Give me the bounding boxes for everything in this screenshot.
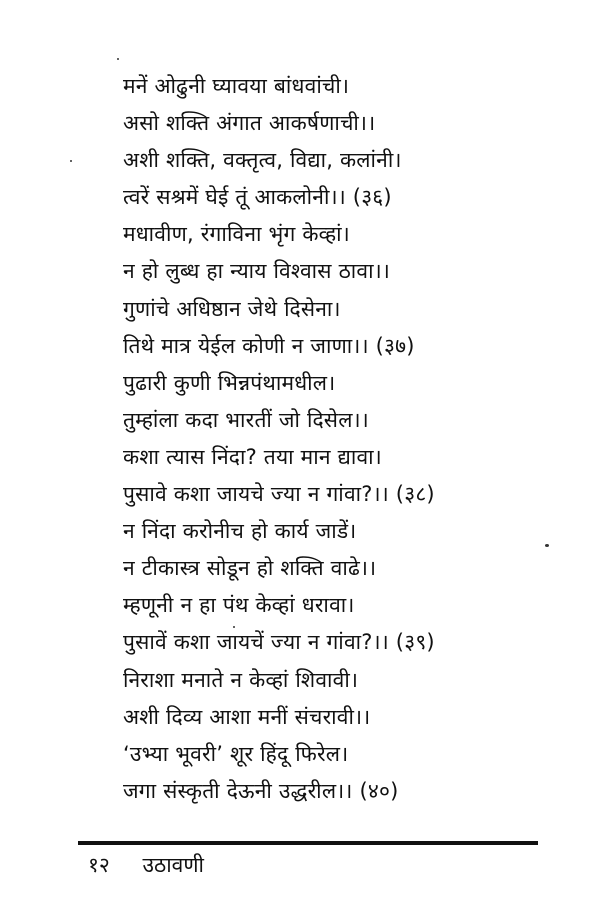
verse-line-20: जगा संस्कृती देऊनी उद्धरील।। (४०): [123, 778, 399, 803]
verse-line-6: न हो लुब्ध हा न्याय विश्वास ठावा।।: [123, 259, 391, 284]
verse-line-13: न निंदा करोनीच हो कार्य जाडें।: [123, 519, 357, 544]
verse-line-11: कशा त्यास निंदा? तया मान द्यावा।: [123, 444, 382, 469]
book-title: उठावणी: [142, 853, 204, 877]
verse-line-8: तिथे मात्र येईल कोणी न जाणा।। (३७): [123, 333, 415, 358]
verse-line-2: असो शक्ति अंगात आकर्षणाची।।: [123, 111, 376, 136]
scan-speck: [117, 58, 119, 60]
verse-line-10: तुम्हांला कदा भारतीं जो दिसेल।।: [123, 407, 369, 432]
verse-line-14: न टीकास्त्र सोडून हो शक्ति वाढे।।: [123, 556, 377, 581]
verse-line-12: पुसावे कशा जायचे ज्या न गांवा?।। (३८): [123, 482, 435, 507]
scan-speck: [545, 544, 549, 547]
verse-line-17: निराशा मनाते न केव्हां शिवावी।: [123, 667, 359, 692]
verse-line-5: मधावीण, रंगाविना भृंग केव्हां।: [123, 222, 350, 247]
verse-line-4: त्वरें सश्रमें घेई तूं आकलोनी।। (३६): [123, 185, 392, 210]
verse-line-18: अशी दिव्य आशा मनीं संचरावी।।: [123, 704, 371, 729]
verse-line-1: मनें ओढुनी घ्यावया बांधवांची।: [123, 74, 350, 98]
page-number: १२: [88, 853, 110, 877]
scan-speck: [233, 626, 235, 628]
verse-line-9: पुढारी कुणी भिन्नपंथामधील।: [123, 370, 336, 395]
footer-rule: [78, 841, 538, 845]
verse-line-3: अशी शक्ति, वक्तृत्व, विद्या, कलांनी।: [123, 148, 402, 173]
verse-line-15: म्हणूनी न हा पंथ केव्हां धरावा।: [123, 593, 355, 618]
verse-block: [123, 68, 563, 810]
scan-speck: [70, 160, 72, 162]
page-footer: [88, 850, 204, 880]
verse-line-19: ‘उभ्या भूवरी’ शूर हिंदू फिरेल।: [123, 741, 349, 766]
verse-line-16: पुसावें कशा जायचें ज्या न गांवा?।। (३९): [123, 630, 435, 655]
verse-line-7: गुणांचे अधिष्ठान जेथे दिसेना।: [123, 296, 341, 321]
